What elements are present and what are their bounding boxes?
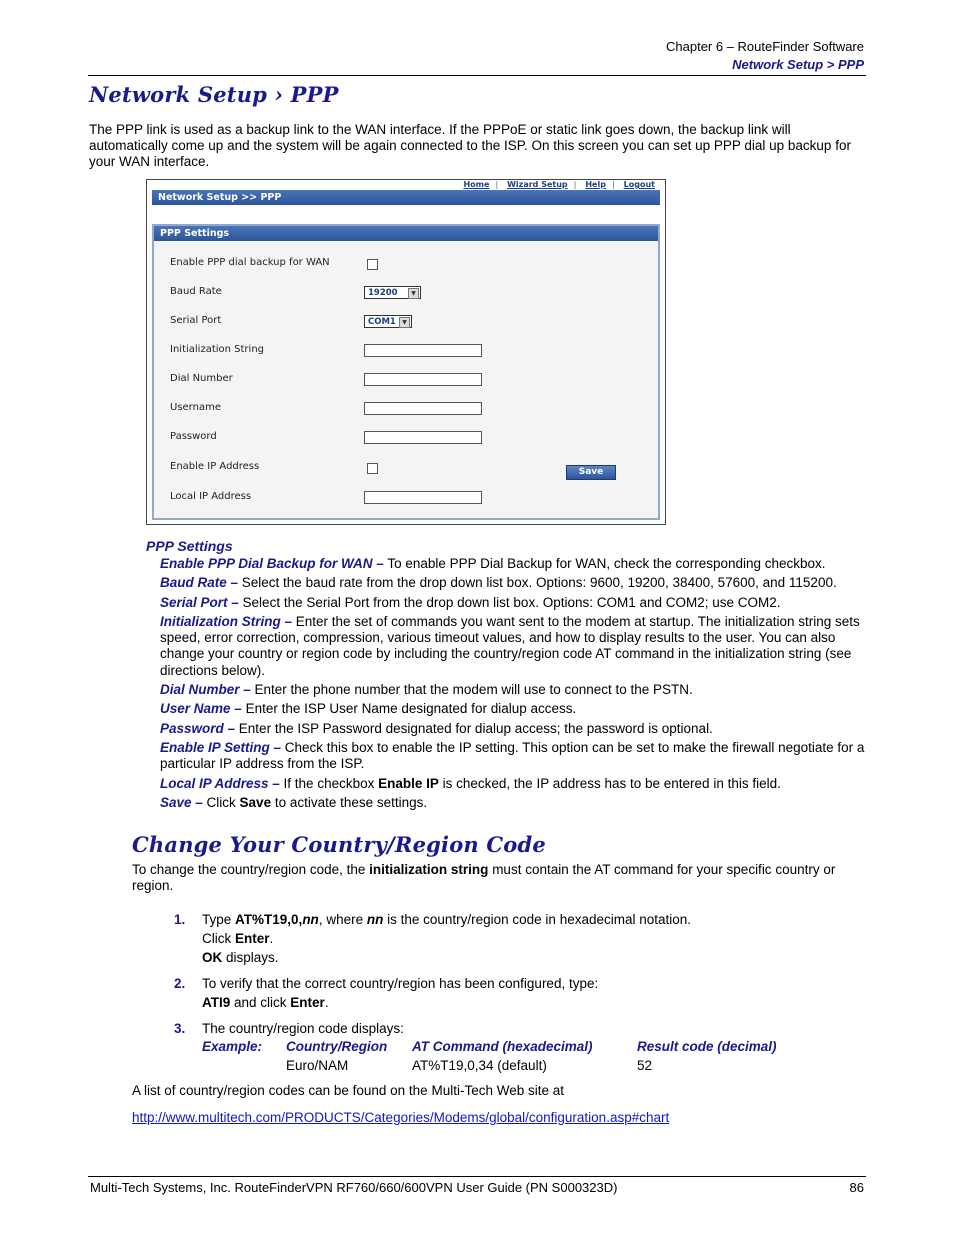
step-text: is the country/region code in hexadecimal notation. (383, 912, 692, 927)
baud-rate-label: Baud Rate (170, 286, 222, 297)
baud-rate-value: 19200 (368, 288, 398, 298)
password-label: Password (170, 431, 217, 442)
item-term: Password – (160, 720, 236, 736)
settings-description-list (160, 556, 866, 814)
enable-ip-checkbox[interactable] (367, 463, 378, 474)
list-item (160, 575, 866, 591)
item-term: Enable IP Setting – (160, 739, 282, 755)
table-header: AT Command (hexadecimal) (412, 1039, 593, 1054)
item-term: Serial Port – (160, 594, 239, 610)
nav-separator: | (573, 180, 577, 189)
serial-port-select[interactable] (364, 315, 412, 328)
step-2 (174, 974, 864, 1012)
item-text: to activate these settings. (271, 794, 428, 810)
init-string-label: Initialization String (170, 344, 265, 355)
item-term: Dial Number – (160, 682, 251, 698)
step-3 (174, 1019, 864, 1038)
item-term: Enable PPP Dial Backup for WAN – (160, 556, 384, 571)
list-item (160, 595, 866, 611)
nav-help-link[interactable]: Help (585, 180, 606, 189)
list-item (160, 740, 866, 773)
table-cell: AT%T19,0,34 (default) (412, 1058, 547, 1073)
top-nav (457, 180, 655, 189)
step-bold: Enter (235, 931, 270, 946)
step-number: 2. (174, 976, 186, 991)
enable-ppp-label: Enable PPP dial backup for WAN (170, 257, 330, 268)
nav-separator: | (611, 180, 615, 189)
ppp-settings-panel (152, 224, 660, 520)
steps-list (174, 910, 864, 1045)
local-ip-input[interactable] (364, 491, 482, 504)
enable-ip-label: Enable IP Address (170, 461, 260, 472)
item-text: Select the Serial Port from the drop down list box. Options: COM1 and COM2; use COM2. (238, 594, 781, 610)
dial-number-label: Dial Number (170, 373, 233, 384)
item-text: Enter the ISP User Name designated for dialup access. (241, 701, 577, 717)
header-rule (88, 75, 866, 76)
local-ip-label: Local IP Address (170, 491, 252, 502)
init-string-input[interactable] (364, 344, 482, 357)
step-nn: nn (366, 912, 384, 927)
item-text: Click (202, 794, 240, 810)
username-input[interactable] (364, 402, 482, 415)
closing-text: A list of country/region codes can be found on the Multi-Tech Web site at (132, 1083, 564, 1098)
country-intro (132, 862, 864, 894)
chapter-header: Chapter 6 – RouteFinder Software (666, 39, 864, 54)
step-command: ATI9 (202, 995, 231, 1010)
step-command: AT%T19,0, (235, 912, 303, 927)
step-text: , where (318, 912, 367, 927)
password-input[interactable] (364, 431, 482, 444)
step-bold: OK (202, 950, 223, 965)
list-item (160, 556, 866, 572)
item-text: If the checkbox (279, 775, 379, 791)
step-text: Type (202, 912, 236, 927)
baud-rate-select[interactable] (364, 286, 421, 299)
item-bold: Save (239, 794, 272, 810)
intro-text: must contain the AT command for your specific country or region. (132, 862, 836, 893)
item-text: Enter the phone number that the modem will use to connect to the PSTN. (250, 682, 693, 698)
footer-text: Multi-Tech Systems, Inc. RouteFinderVPN RF760/660/600VPN User Guide (PN S000323D) (90, 1180, 618, 1195)
nav-wizard-link[interactable]: Wizard Setup (507, 180, 568, 189)
step-nn: nn (302, 912, 319, 927)
step-1 (174, 910, 864, 967)
item-term: Local IP Address – (160, 775, 280, 791)
table-header: Country/Region (286, 1039, 388, 1054)
section-header: Network Setup > PPP (732, 57, 864, 72)
intro-paragraph: The PPP link is used as a backup link to the WAN interface. If the PPPoE or static link goes down, the backup link will automatically come up and the system will be again connected to the ISP. On this screen you can set up PPP dial up backup for your WAN interface. (89, 122, 851, 169)
enable-ppp-checkbox[interactable] (367, 259, 378, 270)
list-item (160, 721, 866, 737)
nav-logout-link[interactable]: Logout (623, 180, 655, 189)
step-line: The country/region code displays: (202, 1021, 404, 1036)
footer-rule (88, 1176, 866, 1177)
table-header: Result code (decimal) (637, 1039, 777, 1054)
step-number: 1. (174, 912, 186, 927)
ppp-screenshot (146, 179, 666, 525)
list-item (160, 682, 866, 698)
step-number: 3. (174, 1021, 186, 1036)
step-text: . (324, 995, 329, 1010)
serial-port-label: Serial Port (170, 315, 222, 326)
chevron-down-icon: ▼ (408, 288, 419, 299)
table-cell: Euro/NAM (286, 1058, 349, 1073)
nav-separator: | (495, 180, 499, 189)
page-number: 86 (849, 1180, 864, 1195)
section-title-country: Change Your Country/Region Code (132, 832, 546, 857)
list-item (160, 776, 866, 792)
intro-text: To change the country/region code, the (132, 862, 370, 877)
panel-title-bar: PPP Settings (154, 226, 658, 241)
step-text: Click (202, 931, 235, 946)
item-text: Select the baud rate from the drop down list box. Options: 9600, 19200, 38400, 57600, and 115200. (238, 575, 837, 591)
ppp-settings-heading: PPP Settings (146, 538, 233, 554)
step-bold: Enter (290, 995, 325, 1010)
page-title: Network Setup › PPP (89, 82, 339, 107)
step-line (202, 910, 864, 929)
screen-title-bar: Network Setup >> PPP (152, 190, 660, 205)
list-item (160, 614, 866, 679)
step-line: To verify that the correct country/region has been configured, type: (202, 976, 599, 991)
chevron-down-icon: ▼ (399, 317, 410, 328)
example-label: Example: (202, 1039, 263, 1054)
step-text: . (269, 931, 274, 946)
intro-bold: initialization string (369, 862, 489, 877)
nav-home-link[interactable]: Home (463, 180, 490, 189)
serial-port-value: COM1 (368, 317, 396, 327)
list-item (160, 795, 866, 811)
item-term: Save – (160, 794, 203, 810)
item-text: Enter the set of commands you want sent to the modem at startup. The initialization string sets speed, error correction, compression, various timeout values, and how to display results to the user. You can also change your country or region code by including the country/region code AT command in the initialization string (see directions below). (160, 613, 860, 678)
item-bold: Enable IP (378, 775, 439, 791)
step-text: displays. (222, 950, 279, 965)
country-codes-link[interactable]: http://www.multitech.com/PRODUCTS/Categories/Modems/global/configuration.asp#chart (132, 1110, 670, 1125)
item-term: Initialization String – (160, 613, 293, 629)
item-term: Baud Rate – (160, 575, 239, 591)
item-text: Check this box to enable the IP setting. This option can be set to make the firewall negotiate for a particular IP address from the ISP. (160, 739, 865, 772)
item-text: Enter the ISP Password designated for dialup access; the password is optional. (235, 720, 713, 736)
save-button[interactable]: Save (566, 465, 616, 480)
table-cell: 52 (637, 1058, 653, 1073)
dial-number-input[interactable] (364, 373, 482, 386)
list-item (160, 701, 866, 717)
item-text: is checked, the IP address has to be entered in this field. (438, 775, 781, 791)
page-footer (90, 1180, 864, 1195)
step-line (202, 929, 864, 948)
step-line (202, 948, 864, 967)
step-text: and click (230, 995, 291, 1010)
item-text: To enable PPP Dial Backup for WAN, check the corresponding checkbox. (383, 556, 826, 571)
username-label: Username (170, 402, 221, 413)
step-line (202, 993, 864, 1012)
item-term: User Name – (160, 701, 242, 717)
